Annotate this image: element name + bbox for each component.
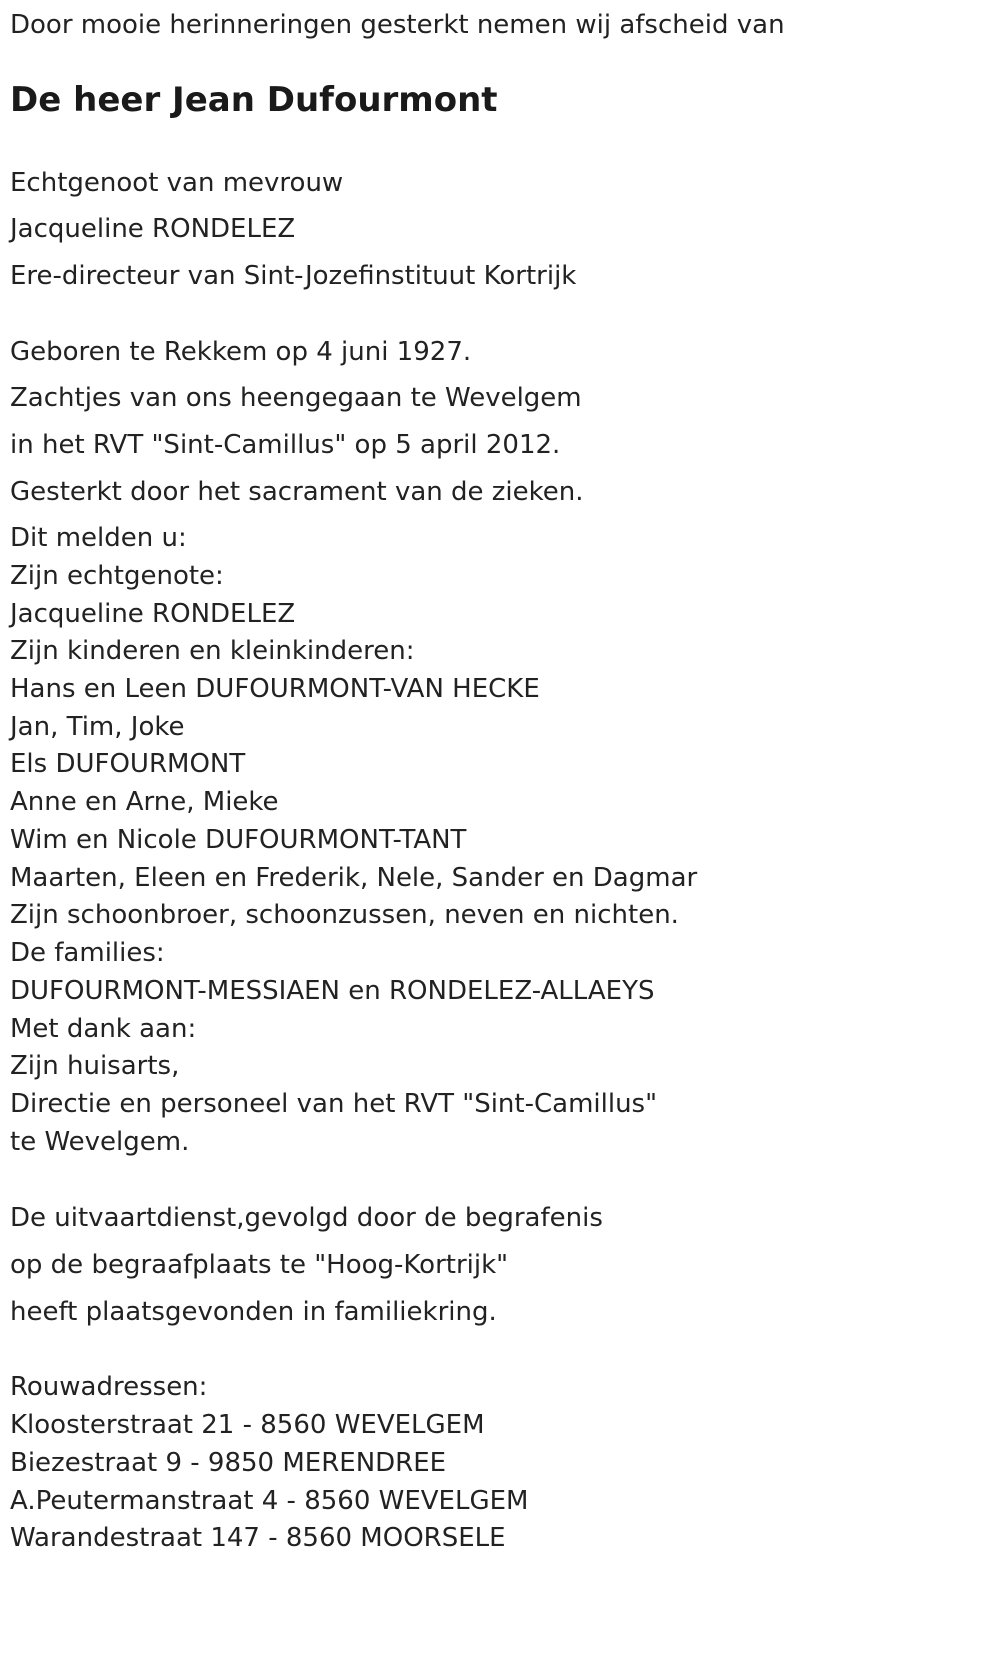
- family-line: De families:: [10, 938, 165, 968]
- life-line: in het RVT "Sint-Camillus" op 5 april 2012.: [10, 430, 561, 460]
- funeral-line: De uitvaartdienst,gevolgd door de begrafenis: [10, 1203, 603, 1233]
- family-line: Jacqueline RONDELEZ: [10, 599, 296, 629]
- spouse-line: Echtgenoot van mevrouw: [10, 168, 344, 198]
- family-line: Zijn huisarts,: [10, 1051, 180, 1081]
- spouse-line: Ere-directeur van Sint-Jozefinstituut Kortrijk: [10, 261, 577, 291]
- family-line: Wim en Nicole DUFOURMONT-TANT: [10, 825, 467, 855]
- life-line: Geboren te Rekkem op 4 juni 1927.: [10, 337, 472, 367]
- life-line: Gesterkt door het sacrament van de zieken.: [10, 477, 584, 507]
- family-line: te Wevelgem.: [10, 1127, 190, 1157]
- address-line: Kloosterstraat 21 - 8560 WEVELGEM: [10, 1410, 485, 1440]
- funeral-line: op de begraafplaats te "Hoog-Kortrijk": [10, 1250, 509, 1280]
- addresses-heading: Rouwadressen:: [10, 1372, 208, 1402]
- family-line: Directie en personeel van het RVT "Sint-Camillus": [10, 1089, 658, 1119]
- address-line: Biezestraat 9 - 9850 MERENDREE: [10, 1448, 447, 1478]
- deceased-name: De heer Jean Dufourmont: [10, 80, 498, 120]
- family-line: Zijn schoonbroer, schoonzussen, neven en nichten.: [10, 900, 679, 930]
- spouse-line: Jacqueline RONDELEZ: [10, 214, 296, 244]
- family-line: Jan, Tim, Joke: [10, 712, 185, 742]
- family-line: Zijn echtgenote:: [10, 561, 224, 591]
- family-line: Hans en Leen DUFOURMONT-VAN HECKE: [10, 674, 540, 704]
- funeral-line: heeft plaatsgevonden in familiekring.: [10, 1297, 497, 1327]
- family-line: DUFOURMONT-MESSIAEN en RONDELEZ-ALLAEYS: [10, 976, 655, 1006]
- family-line: Els DUFOURMONT: [10, 749, 246, 779]
- family-line: Anne en Arne, Mieke: [10, 787, 279, 817]
- family-line: Maarten, Eleen en Frederik, Nele, Sander en Dagmar: [10, 863, 698, 893]
- intro-text: Door mooie herinneringen gesterkt nemen wij afscheid van: [10, 10, 785, 40]
- address-line: A.Peutermanstraat 4 - 8560 WEVELGEM: [10, 1486, 529, 1516]
- family-line: Met dank aan:: [10, 1014, 197, 1044]
- family-line: Zijn kinderen en kleinkinderen:: [10, 636, 415, 666]
- address-line: Warandestraat 147 - 8560 MOORSELE: [10, 1523, 506, 1553]
- life-line: Zachtjes van ons heengegaan te Wevelgem: [10, 383, 582, 413]
- family-line: Dit melden u:: [10, 523, 187, 553]
